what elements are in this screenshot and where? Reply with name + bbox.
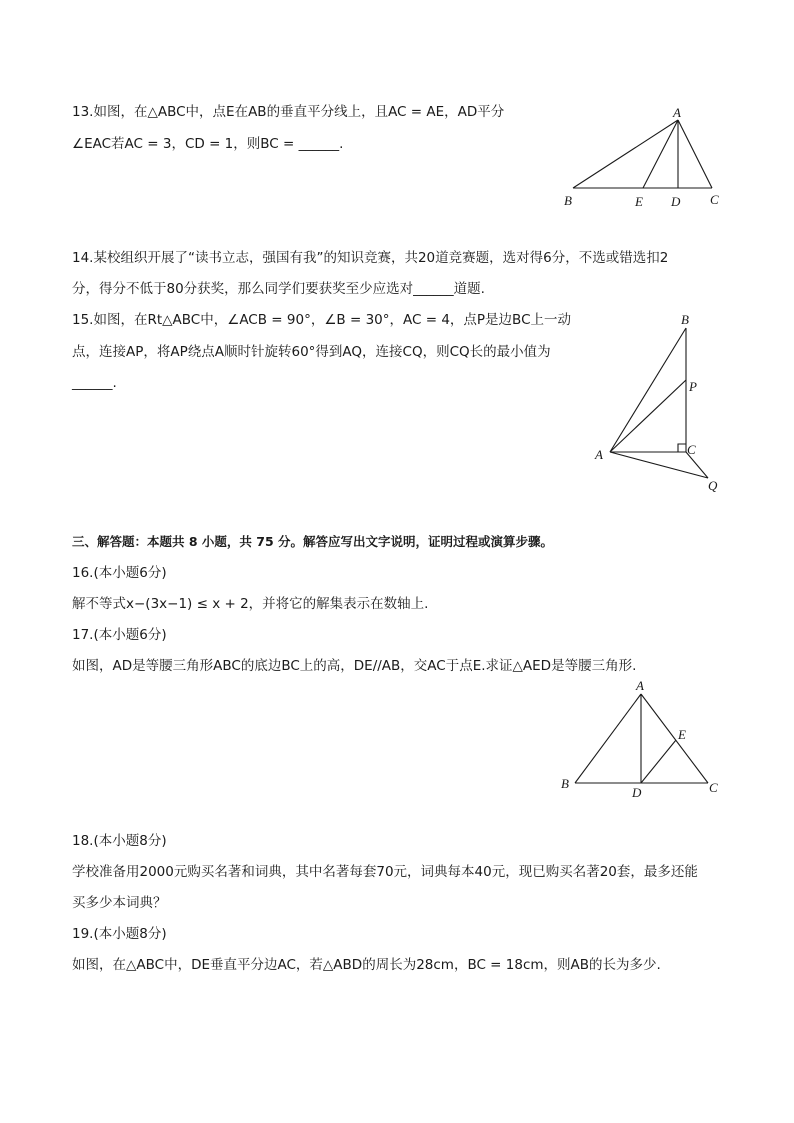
q17-label-b: B (561, 776, 569, 791)
q15-segment-ab (610, 328, 686, 452)
q16-text: 解不等式x−(3x−1) ≤ x + 2，并将它的解集表示在数轴上. (72, 596, 429, 612)
q13-figure (555, 100, 735, 215)
q15-line2: 点，连接AP，将AP绕点A顺时针旋转60°得到AQ，连接CQ，则CQ长的最小值为 (72, 344, 551, 360)
q17-label-d: D (632, 785, 642, 800)
q17-label-e: E (678, 727, 686, 742)
q17-title: 17.(本小题6分) (72, 627, 167, 643)
q16-title: 16.(本小题6分) (72, 565, 167, 581)
q15-label-p: P (689, 379, 697, 394)
q17-label-c: C (709, 780, 718, 795)
q13-label-c: C (710, 192, 719, 207)
q13-label-e: E (635, 194, 643, 209)
q17-figure (555, 676, 725, 806)
q13-line1: 13.如图，在△ABC中，点E在AB的垂直平分线上，且AC = AE，AD平分 (72, 104, 505, 120)
q15-label-c: C (687, 442, 696, 457)
q13-label-d: D (671, 194, 681, 209)
q15-label-a: A (595, 447, 603, 462)
q17-label-a: A (636, 678, 644, 693)
q17-segment-ac (641, 694, 708, 783)
q15-right-angle-mark (678, 444, 686, 452)
q15-label-q: Q (708, 478, 718, 493)
q15-label-b: B (681, 312, 689, 327)
q15-line3: ______. (72, 375, 117, 391)
q18-line1: 学校准备用2000元购买名著和词典，其中名著每套70元，词典每本40元，现已购买名著20套，最多还能 (72, 864, 698, 880)
q14-line2: 分，得分不低于80分获奖，那么同学们要获奖至少应选对______道题. (72, 281, 485, 297)
q13-segment-ac (678, 120, 712, 188)
q17-segment-ab (575, 694, 641, 783)
q18-line2: 买多少本词典？ (72, 895, 167, 911)
q13-line2: ∠EAC若AC = 3，CD = 1，则BC = ______. (72, 136, 344, 152)
q19-text: 如图，在△ABC中，DE垂直平分边AC，若△ABD的周长为28cm，BC = 18cm，则AB的长为多少. (72, 957, 661, 973)
section-3-heading: 三、解答题：本题共 8 小题，共 75 分。解答应写出文字说明，证明过程或演算步骤。 (72, 534, 554, 549)
q17-segment-de (641, 740, 676, 783)
q13-label-a: A (673, 105, 681, 120)
q14-line1: 14.某校组织开展了“读书立志，强国有我”的知识竞赛，共20道竞赛题，选对得6分，不选或错选扣2 (72, 250, 669, 266)
q13-segment-ae (643, 120, 678, 188)
q15-line1: 15.如图，在Rt△ABC中，∠ACB = 90°，∠B = 30°，AC = 4，点P是边BC上一动 (72, 312, 572, 328)
q13-segment-ab (573, 120, 678, 188)
q17-text: 如图，AD是等腰三角形ABC的底边BC上的高，DE//AB，交AC于点E.求证△AED是等腰三角形. (72, 658, 637, 674)
q15-figure (590, 308, 730, 498)
q13-label-b: B (564, 193, 572, 208)
q19-title: 19.(本小题8分) (72, 926, 167, 942)
q18-title: 18.(本小题8分) (72, 833, 167, 849)
